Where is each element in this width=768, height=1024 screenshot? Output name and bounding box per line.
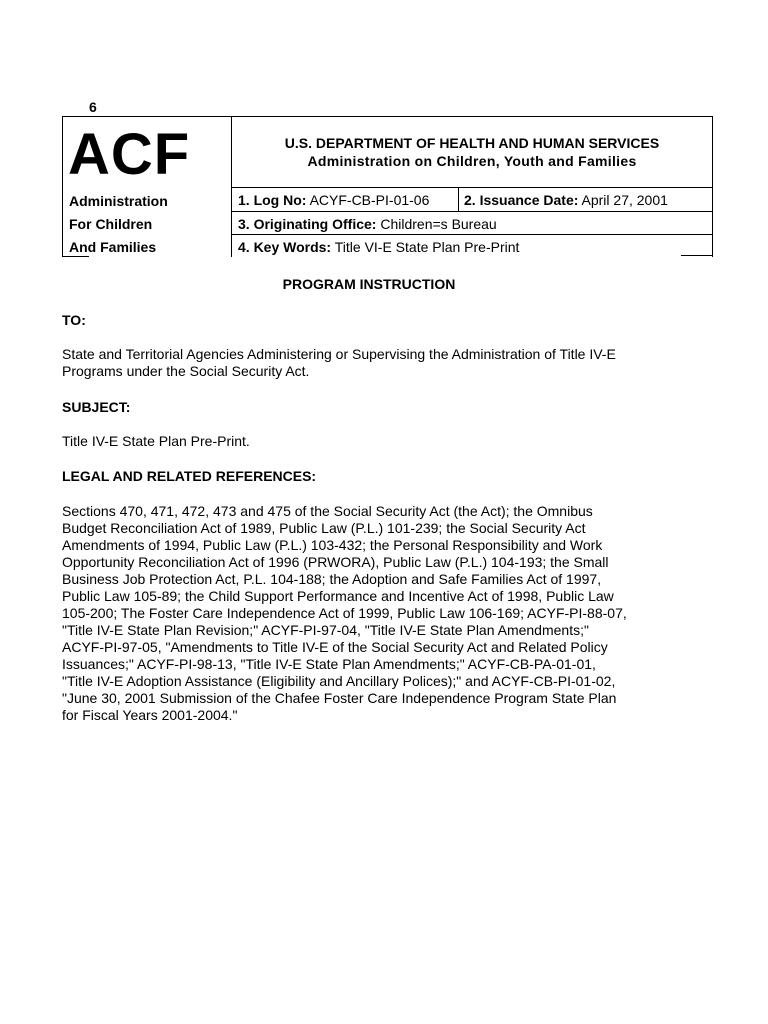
to-text-line: State and Territorial Agencies Administering or Supervising the Administration of Title IV-E: [62, 346, 616, 362]
acf-logo: ACF: [68, 122, 191, 187]
agency-logo-block: [62, 116, 232, 257]
subject-text: Title IV-E State Plan Pre-Print.: [62, 433, 250, 449]
subject-heading: SUBJECT:: [62, 399, 131, 415]
to-text: [62, 346, 712, 380]
department-name: U.S. DEPARTMENT OF HEALTH AND HUMAN SERVICES: [284, 135, 660, 151]
to-heading: TO:: [62, 312, 86, 328]
references-line: Budget Reconciliation Act of 1989, Public Law (P.L.) 101-239; the Social Security Act: [62, 520, 586, 536]
log-number-value: ACYF-CB-PI-01-06: [309, 192, 430, 208]
issuance-date: [464, 192, 668, 208]
page-number: 6: [89, 99, 97, 115]
key-words: [238, 239, 519, 255]
references-text: [62, 503, 712, 724]
references-heading: LEGAL AND RELATED REFERENCES:: [62, 468, 317, 484]
references-line: Public Law 105-89; the Child Support Performance and Incentive Act of 1998, Public Law: [62, 588, 614, 604]
references-line: "Title IV-E State Plan Revision;" ACYF-PI-97-04, "Title IV-E State Plan Amendments;": [62, 622, 589, 638]
references-line: ACYF-PI-97-05, "Amendments to Title IV-E of the Social Security Act and Related Policy: [62, 639, 608, 655]
document-header: [62, 116, 712, 256]
key-words-label: 4. Key Words:: [238, 239, 332, 255]
org-line-2: For Children: [69, 216, 153, 232]
originating-office-value: Children=s Bureau: [380, 216, 497, 232]
references-line: Issuances;" ACYF-PI-98-13, "Title IV-E State Plan Amendments;" ACYF-CB-PA-01-01,: [62, 656, 596, 672]
references-line: Amendments of 1994, Public Law (P.L.) 103-432; the Personal Responsibility and Work: [62, 537, 603, 553]
org-line-1: Administration: [69, 193, 168, 209]
log-issuance-row: [232, 187, 712, 211]
originating-office-row: [232, 211, 712, 235]
header-info-table: [231, 116, 713, 257]
org-line-3: And Families: [69, 239, 157, 255]
cell-divider: [458, 188, 459, 211]
references-line: for Fiscal Years 2001-2004.": [62, 707, 238, 723]
header-bottom-rule: [681, 255, 712, 256]
references-line: Sections 470, 471, 472, 473 and 475 of the Social Security Act (the Act); the Omnibus: [62, 503, 593, 519]
log-number: [238, 192, 429, 208]
references-line: "June 30, 2001 Submission of the Chafee Foster Care Independence Program State Plan: [62, 690, 617, 706]
references-line: "Title IV-E Adoption Assistance (Eligibility and Ancillary Polices);" and ACYF-CB-PI-01-02,: [62, 673, 616, 689]
issuance-date-label: 2. Issuance Date:: [464, 192, 579, 208]
administration-name: Administration on Children, Youth and Families: [307, 153, 637, 169]
key-words-row: [232, 234, 712, 258]
references-line: Opportunity Reconciliation Act of 1996 (PRWORA), Public Law (P.L.) 104-193; the Small: [62, 554, 609, 570]
log-number-label: 1. Log No:: [238, 192, 307, 208]
originating-office: [238, 216, 497, 232]
document-title: PROGRAM INSTRUCTION: [282, 276, 456, 292]
to-text-line: Programs under the Social Security Act.: [62, 363, 310, 379]
references-line: Business Job Protection Act, P.L. 104-188; the Adoption and Safe Families Act of 1997,: [62, 571, 602, 587]
references-line: 105-200; The Foster Care Independence Act of 1999, Public Law 106-169; ACYF-PI-88-07,: [62, 605, 627, 621]
originating-office-label: 3. Originating Office:: [238, 216, 377, 232]
issuance-date-value: April 27, 2001: [581, 192, 668, 208]
key-words-value: Title VI-E State Plan Pre-Print: [334, 239, 520, 255]
